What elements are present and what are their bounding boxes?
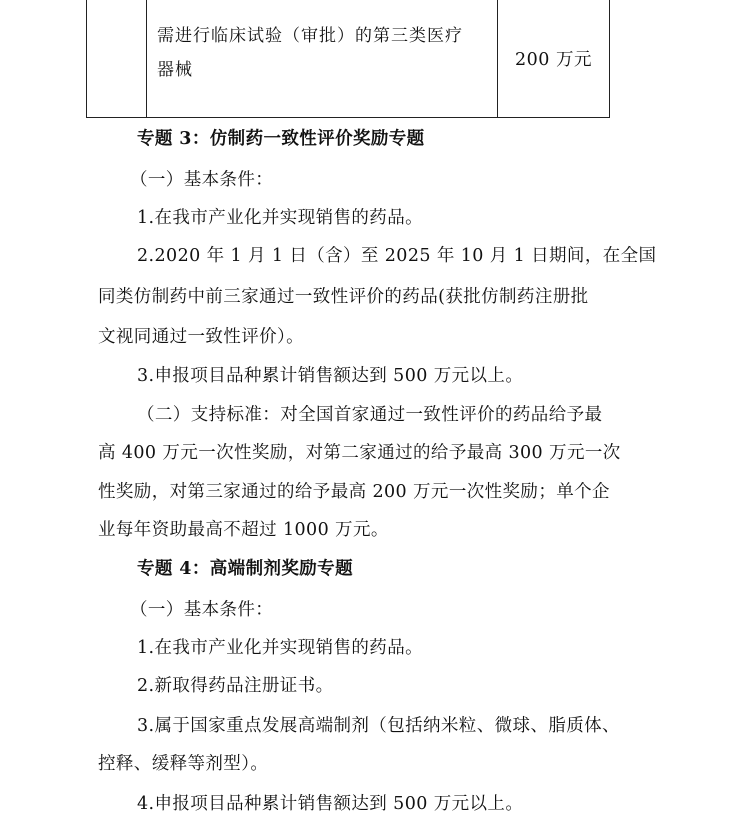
table-cell-description-line: 器械 xyxy=(157,60,193,80)
paragraph-line: 高 400 万元一次性奖励，对第二家通过的给予最高 300 万元一次 xyxy=(98,443,621,463)
funding-table-row xyxy=(86,0,610,118)
paragraph-line: （一）基本条件： xyxy=(130,170,274,190)
paragraph-line: 3.申报项目品种累计销售额达到 500 万元以上。 xyxy=(137,366,524,386)
amount-text: 200 万元 xyxy=(515,50,592,70)
section-heading: 专题 4：高端制剂奖励专题 xyxy=(137,559,353,579)
paragraph-line: 4.申报项目品种累计销售额达到 500 万元以上。 xyxy=(137,794,524,814)
table-cell-empty xyxy=(87,0,147,117)
paragraph-line: 1.在我市产业化并实现销售的药品。 xyxy=(137,638,423,658)
table-cell-description xyxy=(147,0,498,117)
table-cell-amount xyxy=(498,0,609,117)
section-heading: 专题 3：仿制药一致性评价奖励专题 xyxy=(137,129,425,149)
paragraph-line: （一）基本条件： xyxy=(130,600,274,620)
paragraph-line: 性奖励，对第三家通过的给予最高 200 万元一次性奖励；单个企 xyxy=(98,482,610,502)
paragraph-line: 业每年资助最高不超过 1000 万元。 xyxy=(98,520,389,540)
paragraph-line: 文视同通过一致性评价）。 xyxy=(98,327,305,347)
paragraph-line: （二）支持标准：对全国首家通过一致性评价的药品给予最 xyxy=(137,405,603,425)
paragraph-line: 3.属于国家重点发展高端制剂（包括纳米粒、微球、脂质体、 xyxy=(137,716,620,736)
paragraph-line: 控释、缓释等剂型）。 xyxy=(98,754,269,774)
table-cell-description-line: 需进行临床试验（审批）的第三类医疗 xyxy=(157,26,463,46)
paragraph-line: 1.在我市产业化并实现销售的药品。 xyxy=(137,208,423,228)
paragraph-line: 2.新取得药品注册证书。 xyxy=(137,676,334,696)
paragraph-line: 同类仿制药中前三家通过一致性评价的药品(获批仿制药注册批 xyxy=(98,287,589,307)
paragraph-line: 2.2020 年 1 月 1 日（含）至 2025 年 10 月 1 日期间，在全国 xyxy=(137,246,657,266)
